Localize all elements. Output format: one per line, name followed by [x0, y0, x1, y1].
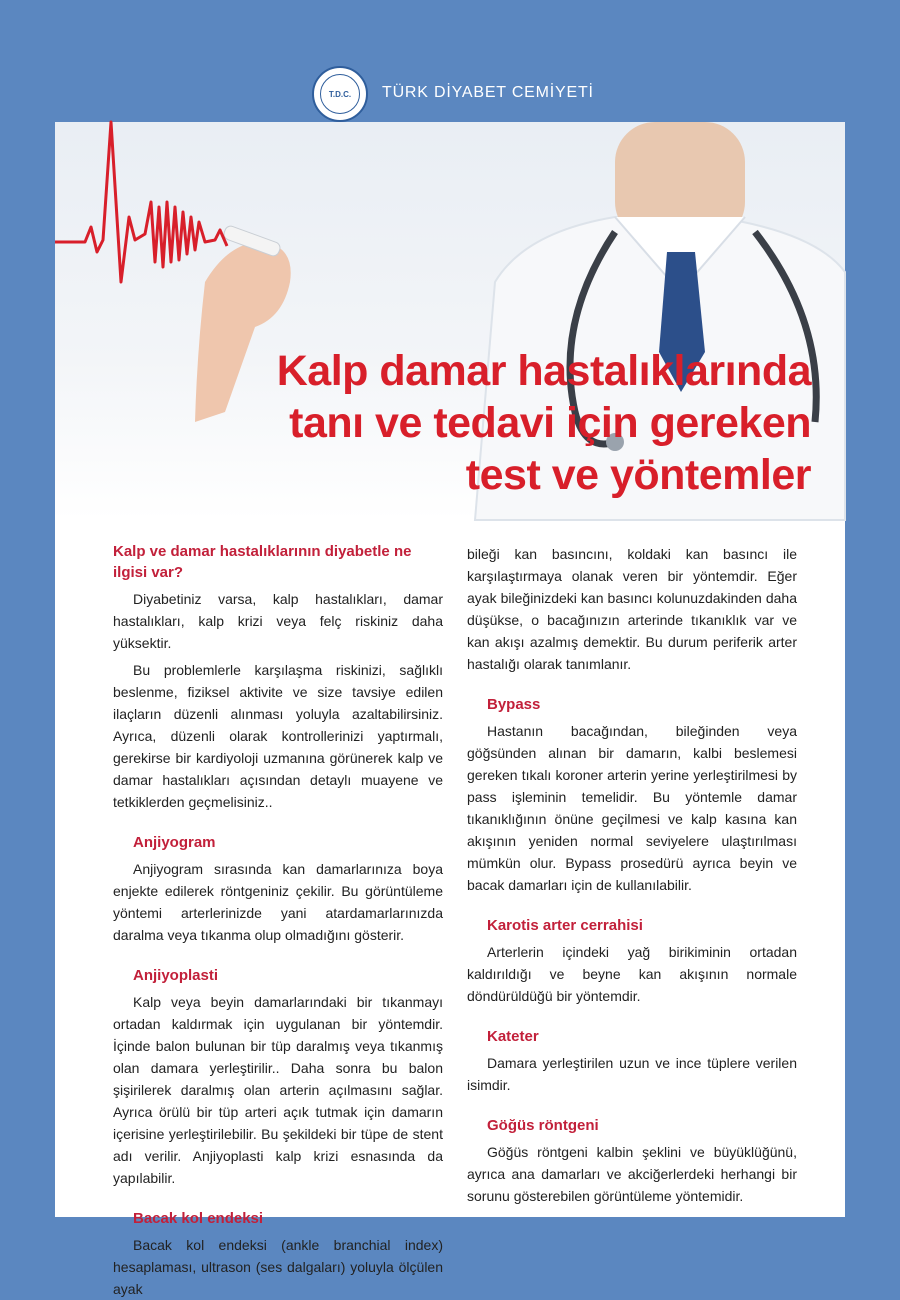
section-heading-bypass: Bypass	[487, 696, 541, 713]
association-logo	[312, 66, 368, 122]
paragraph: Hastanın bacağından, bileğinden veya göğsünden alınan bir damarın, kalbi beslemesi gereken tıkalı koroner arterin yerine yerleştirilmesi by pass işleminin temelidir. Bu yöntemle damar tıkanıklığının önüne geçilmesi ve kalp kasına kan akışının yeniden normal seviyelere ulaştırılması mümkün olur. Bypass prosedürü ayrıca beyin ve bacak damarları için de kullanılabilir.	[467, 723, 797, 893]
hero-image	[55, 122, 845, 520]
paragraph: Bacak kol endeksi (ankle branchial index) hesaplaması, ultrason (ses dalgaları) yoluyla ölçülen ayak	[113, 1237, 443, 1297]
paragraph: Damara yerleştirilen uzun ve ince tüplere verilen isimdir.	[467, 1055, 797, 1093]
section-heading-angiogram: Anjiyogram	[133, 834, 216, 851]
ecg-line	[55, 122, 227, 282]
organization-name: TÜRK DİYABET CEMİYETİ	[382, 84, 594, 101]
section-heading-catheter: Kateter	[487, 1028, 539, 1045]
paragraph: Bu problemlerle karşılaşma riskinizi, sağlıklı beslenme, fiziksel aktivite ve size tavsiye edilen ilaçların düzenli alınması yoluyla azaltabilirsiniz. Ayrıca, düzenli olarak kontrollerinizi yaptırmalı, gerekirse bir kardiyoloji uzmanına görünerek kalp ve damar hastalıkları açısından detaylı muayene ve tetkiklerden geçmelisiniz..	[113, 662, 443, 810]
section-heading-ankle-arm-index: Bacak kol endeksi	[133, 1210, 264, 1227]
section-heading-carotid-surgery: Karotis arter cerrahisi	[487, 917, 643, 934]
paragraph: Anjiyogram sırasında kan damarlarınıza boya enjekte edilerek röntgeniniz çekilir. Bu görüntüleme yöntemi arterlerinizde yani atardamarlarınızda daralma veya tıkanma olup olmadığını gösterir.	[113, 861, 443, 943]
section-heading-chest-xray: Göğüs röntgeni	[487, 1117, 599, 1134]
title-line-2: tanı ve tedavi için gereken	[289, 399, 811, 447]
left-column	[113, 541, 443, 1300]
title-line-1: Kalp damar hastalıklarında	[276, 347, 811, 395]
paragraph: Arterlerin içindeki yağ birikiminin ortadan kaldırıldığı ve beyne kan akışının normale döndürüldüğü bir yöntemdir.	[467, 944, 797, 1004]
paragraph: Diyabetiniz varsa, kalp hastalıkları, damar hastalıkları, kalp krizi veya felç riskiniz daha yüksektir.	[113, 591, 443, 651]
article-title	[171, 345, 811, 501]
section-heading-diabetes: Kalp ve damar hastalıklarının diyabetle ne ilgisi var?	[113, 543, 412, 581]
paragraph: Kalp veya beyin damarlarındaki bir tıkanmayı ortadan kaldırmak için uygulanan bir yöntemdir. İçinde balon bulunan bir tüp daralmış veya tıkanmış olan damara yerleştirilir.. Daha sonra bu balon şişirilerek daralmış olan arterin açılmasını sağlar. Ayrıca örülü bir tüp arteri açık tutmak için damarın içerisine yerleştirilebilir. Bu şekildeki bir tüpe de stent adı verilir. Anjiyoplasti kalp krizi esnasında da yapılabilir.	[113, 994, 443, 1186]
paragraph: Göğüs röntgeni kalbin şeklini ve büyüklüğünü, ayrıca ana damarları ve akciğerlerdeki herhangi bir sorunu gösterebilen görüntüleme yöntemidir.	[467, 1144, 797, 1204]
logo-text: T.D.C.	[320, 74, 360, 114]
article-card	[55, 122, 845, 1297]
right-column	[467, 543, 797, 1207]
section-heading-angioplasty: Anjiyoplasti	[133, 967, 219, 984]
page-header	[0, 0, 900, 120]
title-line-3: test ve yöntemler	[465, 451, 811, 499]
paragraph: bileği kan basıncını, koldaki kan basıncı ile karşılaştırmaya olanak veren bir yöntemdir. Eğer ayak bileğinizdeki kan basıncı kolunuzdakinden daha düşükse, o bacağınızın arterinde tıkanıklık var ve kan akışı azalmış demektir. Bu durum periferik arter hastalığı olarak tanımlanır.	[467, 546, 797, 672]
